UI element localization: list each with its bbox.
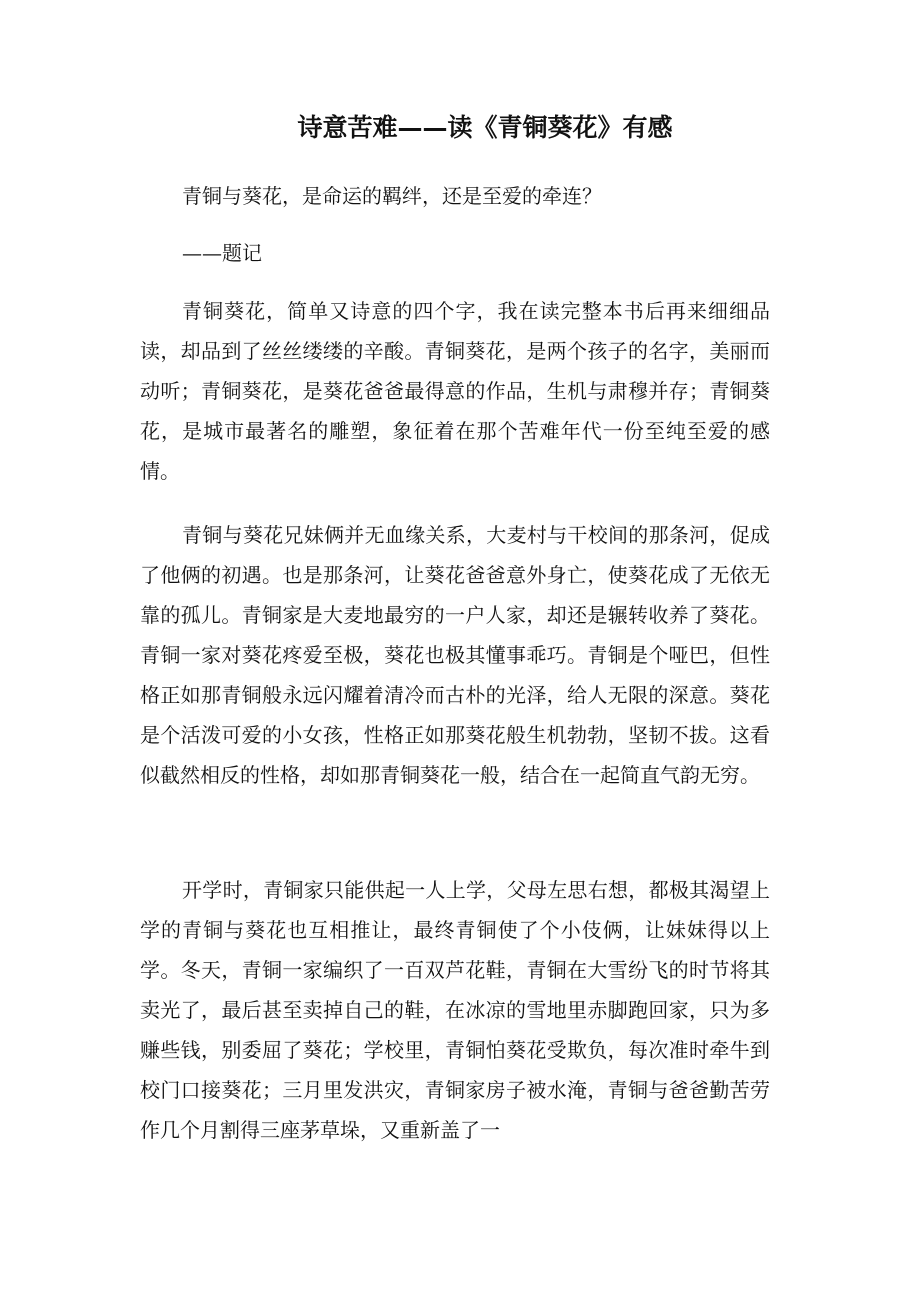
epigraph: 青铜与葵花，是命运的羁绊，还是至爱的牵连？ bbox=[182, 184, 602, 208]
paragraph-1: 青铜葵花，简单又诗意的四个字，我在读完整本书后再来细细品读，却品到了丝丝缕缕的辛酸。青铜葵花，是两个孩子的名字，美丽而动听；青铜葵花，是葵花爸爸最得意的作品，生机与肃穆并存；青铜葵花，是城市最著名的雕塑，象征着在那个苦难年代一份至纯至爱的感情。 bbox=[140, 299, 770, 483]
document-title: 诗意苦难——读《青铜葵花》有感 bbox=[297, 113, 673, 142]
paragraph-3: 开学时，青铜家只能供起一人上学，父母左思右想，都极其渴望上学的青铜与葵花也互相推让，最终青铜使了个小伎俩，让妹妹得以上学。冬天，青铜一家编织了一百双芦花鞋，青铜在大雪纷飞的时节将其卖光了，最后甚至卖掉自己的鞋，在冰凉的雪地里赤脚跑回家，只为多赚些钱，别委屈了葵花；学校里，青铜怕葵花受欺负，每次准时牵牛到校门口接葵花；三月里发洪灾，青铜家房子被水淹，青铜与爸爸勤苦劳作几个月割得三座茅草垛，又重新盖了一 bbox=[140, 878, 770, 1142]
epigraph-signature: ——题记 bbox=[182, 241, 262, 265]
paragraph-2: 青铜与葵花兄妹俩并无血缘关系，大麦村与干校间的那条河，促成了他俩的初遇。也是那条河，让葵花爸爸意外身亡，使葵花成了无依无靠的孤儿。青铜家是大麦地最穷的一户人家，却还是辗转收养了葵花。青铜一家对葵花疼爱至极，葵花也极其懂事乖巧。青铜是个哑巴，但性格正如那青铜般永远闪耀着清冷而古朴的光泽，给人无限的深意。葵花是个活泼可爱的小女孩，性格正如那葵花般生机勃勃，坚韧不拔。这看似截然相反的性格，却如那青铜葵花一般，结合在一起简直气韵无穷。 bbox=[140, 523, 770, 787]
